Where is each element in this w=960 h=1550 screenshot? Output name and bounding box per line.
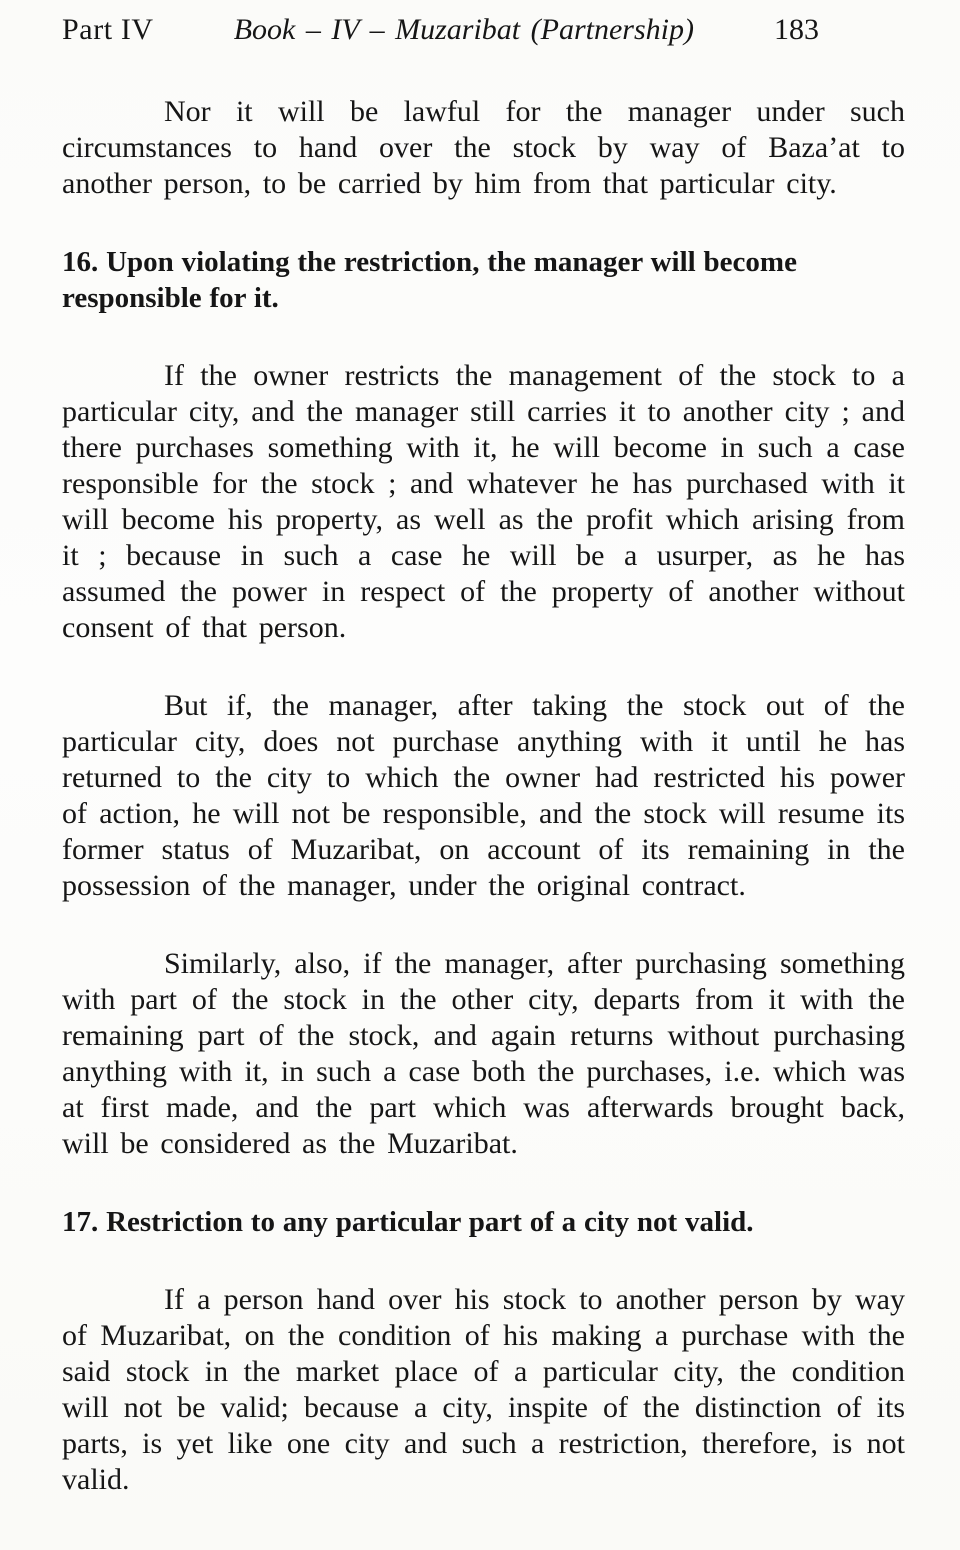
section-17-paragraph-1: If a person hand over his stock to another person by way of Muzaribat, on the condition of his making a purchase with the said stock in the market place of a particular city, the condition will not be valid; because a city, inspite of the distinction of its parts, is yet like one city and such a restriction, therefore, is not valid. xyxy=(62,1283,905,1496)
section-16-heading: 16. Upon violating the restriction, the manager will become responsible for it. xyxy=(62,246,797,314)
section-16-paragraph-1: If the owner restricts the management of the stock to a particular city, and the manager still carries it to another city ; and there purchases something with it, he will become in such a case responsible for the stock ; and whatever he has purchased with it will become his property, as well as the profit which arising from it ; because in such a case he will be a usurper, as he has assumed the power in respect of the property of another without consent of that person. xyxy=(62,359,905,644)
header-book-title: Book – IV – Muzaribat (Partnership) xyxy=(233,13,694,46)
header-part-label: Part IV xyxy=(62,13,154,46)
page-header xyxy=(62,12,905,48)
header-page-number: 183 xyxy=(774,13,819,46)
section-17-heading: 17. Restriction to any particular part of a city not valid. xyxy=(62,1206,754,1238)
paragraph-bazaat-intro: Nor it will be lawful for the manager under such circumstances to hand over the stock by way of Baza’at to another person, to be carried by him from that particular city. xyxy=(62,95,905,200)
section-16-paragraph-2: But if, the manager, after taking the stock out of the particular city, does not purchase anything with it until he has returned to the city to which the owner had restricted his power of action, he will not be responsible, and the stock will resume its former status of Muzaribat, on account of its remaining in the possession of the manager, under the original contract. xyxy=(62,689,905,902)
section-16-paragraph-3: Similarly, also, if the manager, after purchasing something with part of the stock in the other city, departs from it with the remaining part of the stock, and again returns without purchasing anything with it, in such a case both the purchases, i.e. which was at first made, and the part which was afterwards brought back, will be considered as the Muzaribat. xyxy=(62,947,905,1160)
